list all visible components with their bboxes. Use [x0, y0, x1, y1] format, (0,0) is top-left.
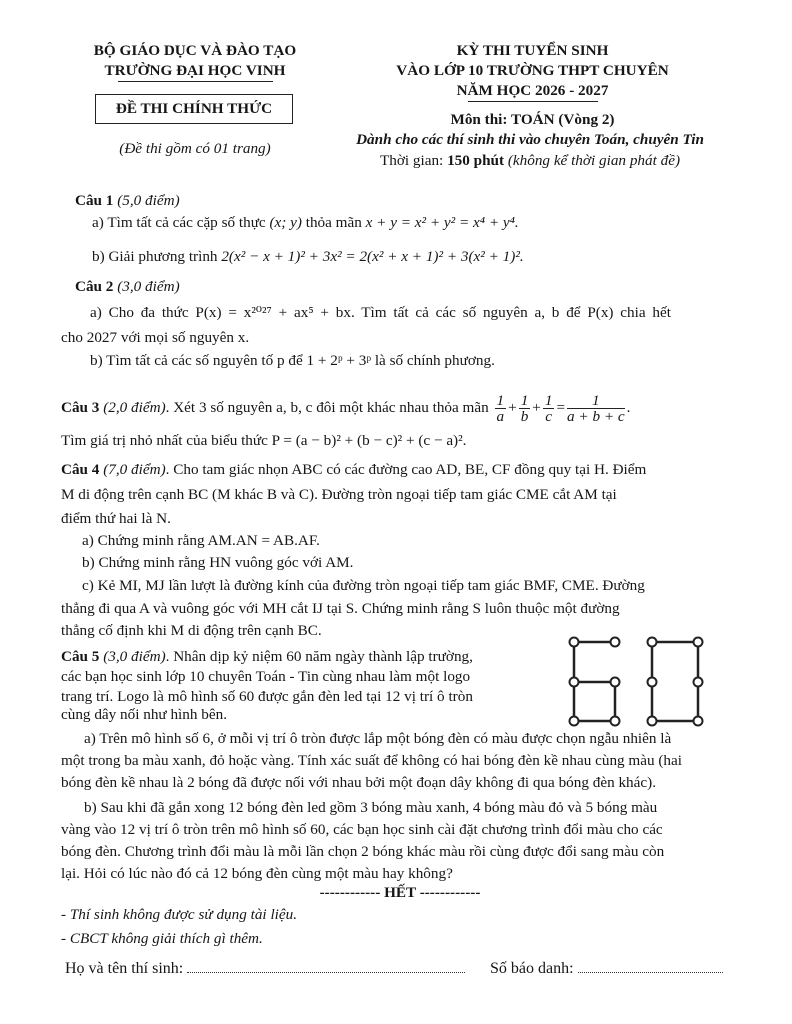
audience-line: Dành cho các thí sinh thi vào chuyên Toán, chuyên Tin [356, 131, 704, 148]
q4-intro-line2: M di động trên cạnh BC (M khác B và C). Đường tròn ngoại tiếp tam giác CME cắt AM tại [61, 486, 617, 503]
led-node [694, 638, 703, 647]
frac-num: 1 [520, 392, 529, 410]
q4-part-b: b) Chứng minh rằng HN vuông góc với AM. [82, 554, 354, 571]
candidate-id-label: Số báo danh: [490, 960, 574, 977]
frac-den: c [545, 408, 553, 426]
led-node [648, 717, 657, 726]
q4-points: (7,0 điểm) [103, 461, 166, 478]
led-node [694, 717, 703, 726]
q3-label: Câu 3 [61, 399, 100, 416]
pages-note: (Đề thi gồm có 01 trang) [119, 140, 271, 157]
led-node [570, 638, 579, 647]
frac-den: a + b + c [567, 408, 625, 426]
university-underline [118, 81, 273, 82]
q1-part-a [92, 214, 519, 232]
q4-part-c-line2: thẳng đi qua A và vuông góc với MH cắt IJ tại S. Chứng minh rằng S luôn thuộc một đường [61, 600, 620, 617]
q5-intro-line3: trang trí. Logo là mô hình số 60 được gắn đèn led tại 12 vị trí ô tròn [61, 688, 473, 705]
q2-label: Câu 2 [75, 278, 114, 295]
time-prefix: Thời gian: [379, 152, 448, 169]
q2-title [75, 278, 180, 296]
q5-intro-line4: cùng dây nối như hình bên. [61, 706, 227, 723]
q4-label: Câu 4 [61, 461, 100, 478]
candidate-id-field[interactable] [578, 972, 723, 973]
university-name: TRƯỜNG ĐẠI HỌC VINH [104, 62, 286, 79]
frac-den: a [496, 408, 505, 426]
exam-title-line3: NĂM HỌC 2026 - 2027 [456, 82, 609, 99]
q5-a-line3: bóng đèn kề nhau là 2 bóng đã được nối với nhau bởi một đoạn dây không đi qua bóng đèn khác). [61, 774, 656, 791]
q5-b-line4: lại. Hỏi có lúc nào đó cả 12 bóng đèn cùng một màu hay không? [61, 865, 453, 882]
candidate-name-label: Họ và tên thí sinh: [65, 960, 184, 977]
q2-points: (3,0 điểm) [117, 278, 180, 295]
q2-a-line1: a) Cho đa thức P(x) = x²⁰²⁷ + ax⁵ + bx. Tìm tất cả các số nguyên a, b để P(x) chia hết [90, 304, 671, 321]
led-node [611, 717, 620, 726]
frac-num: 1 [496, 392, 505, 410]
q5-intro-line2: các bạn học sinh lớp 10 chuyên Toán - Tin cùng nhau làm một logo [61, 668, 471, 685]
q1-a-text: a) Tìm tất cả các cặp số thực [92, 214, 270, 231]
q5-intro1-text: . Nhân dịp kỷ niệm 60 năm ngày thành lập trường, [165, 648, 473, 665]
frac-num: 1 [567, 393, 625, 409]
q4-part-c-line3: thẳng cố định khi M di động trên cạnh BC. [61, 622, 322, 639]
q5-label: Câu 5 [61, 648, 100, 665]
q1-a-equation: x + y = x² + y² = x⁴ + y⁴. [365, 214, 519, 231]
q1-a-text2: thỏa mãn [301, 214, 366, 231]
note-no-explanation: - CBCT không giải thích gì thêm. [61, 930, 263, 947]
q5-b-line1: b) Sau khi đã gắn xong 12 bóng đèn led gồm 3 bóng màu xanh, 4 bóng màu đỏ và 5 bóng màu [84, 799, 658, 816]
q1-a-math: (x; y) [269, 214, 302, 231]
fraction-1-over-b [519, 393, 531, 424]
led-node [611, 678, 620, 687]
candidate-name-row [65, 960, 465, 978]
q5-points: (3,0 điểm) [103, 648, 166, 665]
led-node [648, 638, 657, 647]
logo-60-diagram [560, 632, 740, 728]
q4-intro-line1 [61, 461, 646, 479]
q1-points: (5,0 điểm) [117, 192, 180, 209]
q5-b-line2: vàng vào 12 vị trí ô tròn trên mô hình số 60, các bạn học sinh cài đặt chương trình đổi màu cho các [61, 821, 663, 838]
q4-part-a: a) Chứng minh rằng AM.AN = AB.AF. [82, 532, 320, 549]
led-node [648, 678, 657, 687]
led-node [570, 678, 579, 687]
exam-title-line1: KỲ THI TUYỂN SINH [456, 42, 609, 59]
end-mark: ------------ HẾT ------------ [319, 884, 481, 901]
led-node [694, 678, 703, 687]
frac-den: b [520, 408, 529, 426]
q3-points: (2,0 điểm) [103, 399, 166, 416]
q5-b-line3: bóng đèn. Chương trình đổi màu là mỗi lần chọn 2 bóng khác màu rồi cùng được đổi sang màu còn [61, 843, 665, 860]
fraction-1-over-c [543, 393, 555, 424]
time-line [330, 152, 730, 170]
fraction-1-over-a [495, 393, 507, 424]
candidate-id-row [490, 960, 723, 978]
led-node [611, 638, 620, 647]
time-value: 150 phút [447, 152, 505, 169]
frac-num: 1 [544, 392, 553, 410]
fraction-1-over-sum [567, 393, 625, 424]
candidate-name-field[interactable] [187, 972, 465, 973]
q1-part-b [92, 248, 524, 266]
exam-title-line2: VÀO LỚP 10 TRƯỜNG THPT CHUYÊN [396, 62, 669, 79]
q1-label: Câu 1 [75, 192, 114, 209]
ministry-name: BỘ GIÁO DỤC VÀ ĐÀO TẠO [93, 42, 297, 59]
official-exam-label: ĐỀ THI CHÍNH THỨC [95, 94, 293, 124]
q1-b-equation: 2(x² − x + 1)² + 3x² = 2(x² + x + 1)² + 3(x² + 1)². [221, 248, 524, 265]
time-suffix: (không kể thời gian phát đề) [504, 152, 681, 169]
q3-line2: Tìm giá trị nhỏ nhất của biểu thức P = (a − b)² + (b − c)² + (c − a)². [61, 432, 467, 449]
led-node [570, 717, 579, 726]
q4-intro-line3: điểm thứ hai là N. [61, 510, 171, 527]
q5-intro-line1 [61, 648, 473, 666]
q3-line1: Câu 3 (2,0 điểm). Xét 3 số nguyên a, b, c đôi một khác nhau thỏa mãn $\frac{1}{a}$ + $\frac{1}{b}$ + $\frac{1}{c}$ = $\frac{1}{a + b + c}$ . [61, 392, 631, 426]
q1-b-text: b) Giải phương trình [92, 248, 222, 265]
q4-intro1-text: . Cho tam giác nhọn ABC có các đường cao AD, BE, CF đồng quy tại H. Điểm [165, 461, 647, 478]
q1-title [75, 192, 180, 210]
q2-b-line: b) Tìm tất cả các số nguyên tố p để 1 + 2ᵖ + 3ᵖ là số chính phương. [90, 352, 495, 369]
exam-title-underline [468, 101, 598, 102]
note-no-materials: - Thí sinh không được sử dụng tài liệu. [61, 906, 298, 923]
q3-text1: . Xét 3 số nguyên a, b, c đôi một khác nhau thỏa mãn [165, 399, 489, 416]
subject-line: Môn thi: TOÁN (Vòng 2) [450, 111, 615, 128]
q2-a-line2: cho 2027 với mọi số nguyên x. [61, 329, 250, 346]
q4-part-c-line1: c) Kẻ MI, MJ lần lượt là đường kính của đường tròn ngoại tiếp tam giác BMF, CME. Đường [82, 577, 645, 594]
q5-a-line2: một trong ba màu xanh, đỏ hoặc vàng. Tính xác suất để không có hai bóng đèn kề nhau cùng màu (hai [61, 752, 682, 769]
q5-a-line1: a) Trên mô hình số 6, ở mỗi vị trí ô tròn được lắp một bóng đèn có màu được chọn ngẫu nhiên là [84, 730, 672, 747]
